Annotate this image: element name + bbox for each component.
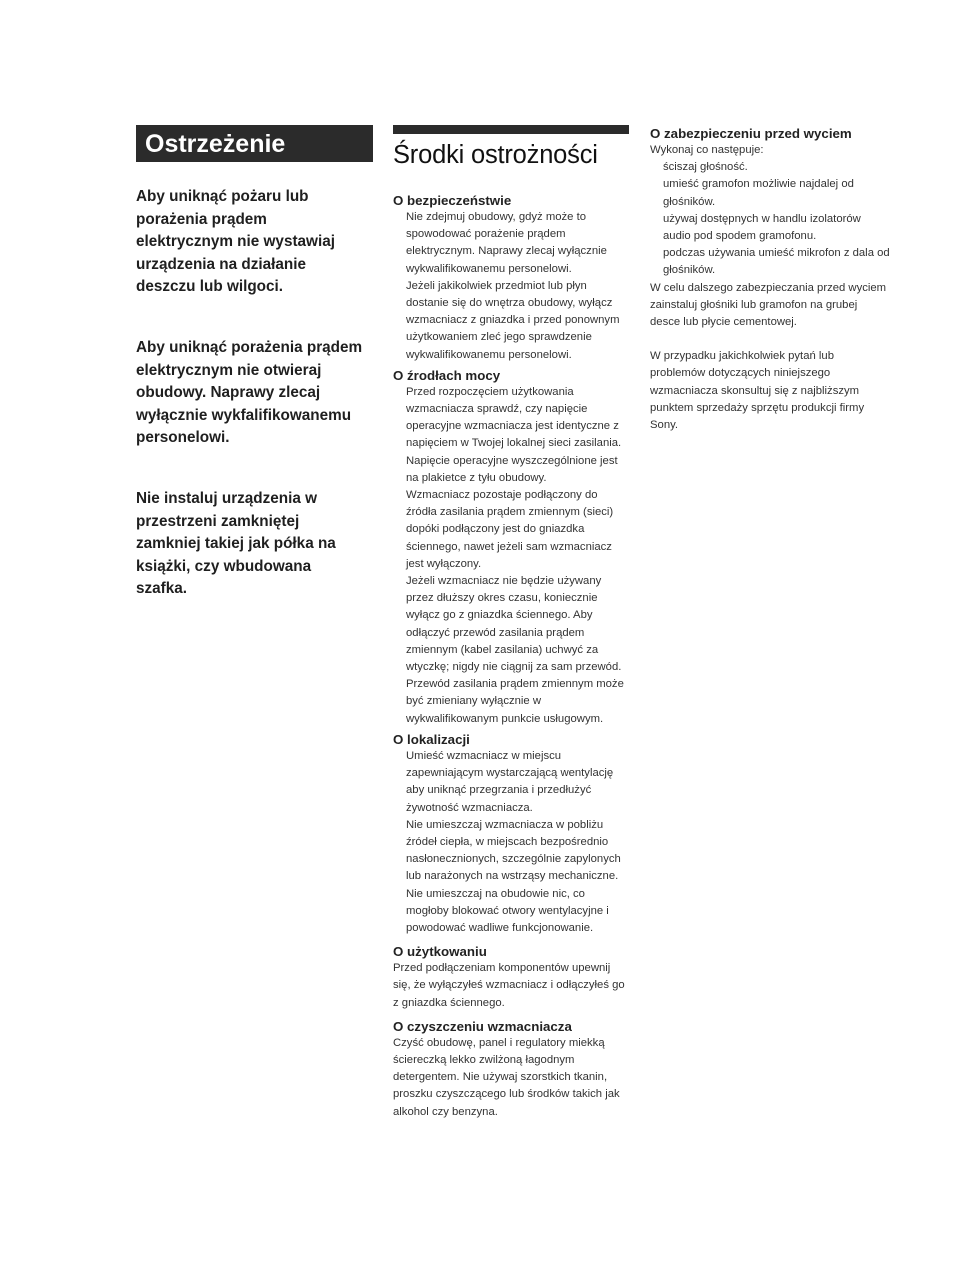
usage-heading: O użytkowaniu: [393, 944, 487, 960]
cleaning-paragraph: Czyść obudowę, panel i regulatory miekką ściereczką lekko zwilżoną łagodnym detergentem. Nie używaj szorstkich tkanin, proszku czyszczącego lub środków takich jak alkohol czy benzyna.: [393, 1036, 620, 1118]
safety-paragraph: Jeżeli jakikolwiek przedmiot lub płyn dostanie się do wnętrza obudowy, wyłącz wzmacniacz z gniazdka i przed ponownym użytkowaniem zleć jego sprawdzenie wykwalifikowanemu personelowi.: [406, 279, 620, 361]
warning-paragraph-shock: Aby uniknąć porażenia prądem elektrycznym nie otwieraj obudowy. Naprawy zlecaj wyłącznie wykfalifikowanemu personelowi.: [136, 338, 363, 447]
safety-heading: O bezpieczeństwie: [393, 193, 512, 208]
cleaning-section: [393, 1018, 629, 1121]
location-section: [393, 731, 629, 937]
howling-list-item: ściszaj głośność.: [663, 161, 748, 174]
location-heading: O lokalizacji: [393, 731, 470, 747]
power-section: [393, 367, 629, 728]
warning-column: [136, 125, 373, 601]
warning-paragraph-installation: Nie instaluj urządzenia w przestrzeni zamkniętej zamkniej takiej jak półka na książki, czy wbudowana szafka.: [136, 489, 336, 598]
power-heading: O źrodłach mocy: [393, 367, 501, 383]
howling-column: [650, 125, 890, 434]
howling-after-text: W celu dalszego zabezpieczania przed wyciem zainstaluj głośniki lub gramofon na grubej desce lub płycie cementowej.: [650, 281, 887, 329]
howling-list-item: umieść gramofon możliwie najdalej od głośników.: [663, 178, 854, 208]
location-paragraph: Umieść wzmacniacz w miejscu zapewniającym wystarczającą wentylację aby uniknąć przegrzania i przedłużyć żywotność wzmacniacza.: [406, 749, 614, 814]
usage-paragraph: Przed podłączeniam komponentów upewnij się, że wyłączyłeś wzmacniacz i odłączyłeś go z gniazdka ściennego.: [393, 962, 625, 1009]
precautions-title: Środki ostrożności: [393, 141, 598, 169]
power-paragraph: Jeżeli wzmacniacz nie będzie używany przez dłuższy okres czasu, koniecznie wyłącz go z gniazdka ściennego. Aby odłączyć przewód zasilania prądem zmiennym (kabel zasilania) uchwyć za wtyczkę; nigdy nie ciągnij za sam przewód.: [406, 575, 622, 674]
howling-list-item: podczas używania umieść mikrofon z dala od głośników.: [663, 247, 890, 277]
cleaning-heading: O czyszczeniu wzmacniacza: [393, 1018, 572, 1034]
howling-intro: Wykonaj co następuje:: [650, 144, 764, 156]
location-paragraph: Nie umieszczaj na obudowie nic, co mogłoby blokować otwory wentylacyjne i powodować wadliwe funkcjonowanie.: [406, 887, 609, 934]
power-paragraph: Przewód zasilania prądem zmiennym może być zmieniany wyłącznie w wykwalifikowanym punkcie usługowym.: [406, 678, 624, 725]
howling-heading: O zabezpieczeniu przed wyciem: [650, 126, 852, 141]
precautions-column: [393, 125, 629, 1121]
title-rule: [393, 125, 629, 134]
contact-paragraph: W przypadku jakichkolwiek pytań lub problemów dotyczących niniejszego wzmacniacza skonsultuj się z najbliższym punktem sprzedaży sprzętu produkcji firmy Sony.: [650, 350, 865, 432]
warning-paragraph-fire: Aby uniknąć pożaru lub porażenia prądem elektrycznym nie wystawiaj urządzenia na działanie deszczu lub wilgoci.: [136, 188, 335, 296]
howling-list-item: używaj dostępnych w handlu izolatorów audio pod spodem gramofonu.: [663, 212, 861, 243]
location-paragraph: Nie umieszczaj wzmacniacza w pobliżu źródeł ciepła, w miejscach bezpośrednio nasłonecznionych, szczególnie zapylonych lub narażonych na wstrząsy mechaniczne.: [406, 818, 621, 883]
usage-section: [393, 943, 629, 1012]
power-paragraph: Przed rozpoczęciem użytkowania wzmacniacza sprawdź, czy napięcie operacyjne wzmacniacza jest identyczne z napięciem w Twojej lokalnej sieci zasilania. Napięcie operacyjne wyszczególnione jest na plakietce z tyłu obudowy.: [406, 385, 622, 484]
warning-title: Ostrzeżenie: [136, 125, 373, 162]
safety-paragraph: Nie zdejmuj obudowy, gdyż może to spowodować porażenie prądem elektrycznym. Naprawy zlecaj wyłącznie wykwalifikowanemu personelowi.: [406, 211, 607, 275]
howling-section: [650, 125, 890, 331]
power-paragraph: Wzmacniacz pozostaje podłączony do źródła zasilania prądem zmiennym (sieci) dopóki podłączony jest do gniazdka ściennego, nawet jeżeli sam wzmacniacz jest wyłączony.: [406, 489, 614, 570]
safety-section: [393, 192, 629, 364]
